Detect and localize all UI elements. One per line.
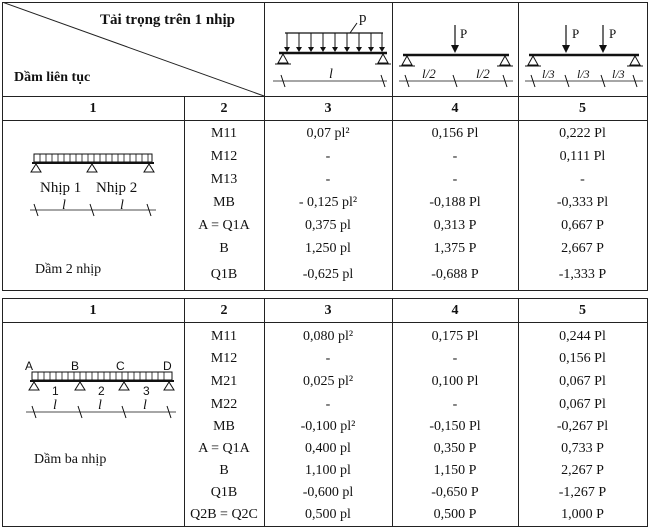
col-number: 5 (579, 101, 586, 116)
support-label-B: B (71, 359, 80, 373)
value-cell: 0,100 Pl (431, 374, 479, 389)
col-number: 1 (89, 303, 97, 318)
row-name: M11 (211, 126, 237, 141)
value-cell: 1,150 P (433, 463, 477, 478)
row-name: MB (213, 419, 235, 434)
col-number: 5 (579, 303, 586, 318)
value-cell: -0,650 P (431, 485, 479, 500)
col-number: 3 (324, 303, 332, 318)
value-cell: 0,222 Pl (559, 126, 606, 141)
col-number: 3 (324, 101, 332, 116)
half-span-label-1: l/2 (422, 66, 436, 81)
value-cell: 2,267 P (561, 463, 604, 478)
value-cell: 0,025 pl² (302, 374, 354, 389)
value-cell: -0,600 pl (302, 485, 354, 500)
rule (2, 298, 647, 299)
value-cell: -0,688 P (431, 267, 479, 282)
value-cell: - (452, 149, 458, 164)
span-label-1: Nhịp 1 (40, 180, 82, 196)
load-p-label: p (359, 10, 367, 26)
value-cell: 0,156 Pl (559, 351, 606, 366)
value-cell: 0,080 pl² (302, 329, 354, 344)
span-number-3: 3 (143, 384, 150, 398)
rule (647, 2, 648, 291)
value-cell: 1,250 pl (305, 241, 351, 256)
value-cell: 0,067 Pl (559, 397, 606, 412)
span-number-1: 1 (52, 384, 59, 398)
point-load-P-label: P (460, 26, 468, 41)
row-name: A = Q1A (198, 441, 250, 456)
span-label-2: Nhịp 2 (96, 180, 138, 196)
value-cell: -0,100 pl² (300, 419, 356, 434)
value-cell: 2,667 P (561, 241, 604, 256)
rule (2, 290, 647, 291)
value-cell: 0,067 Pl (559, 374, 606, 389)
row-name: M21 (210, 374, 238, 389)
value-cell: - (325, 351, 331, 366)
load-title: Tải trọng trên 1 nhịp (100, 12, 236, 28)
value-cell: -0,333 Pl (556, 195, 609, 210)
value-cell: -1,267 P (558, 485, 607, 500)
rule (2, 298, 3, 527)
rule (2, 120, 647, 121)
span-number-2: 2 (98, 384, 105, 398)
support-label-A: A (25, 359, 34, 373)
span-length-1: l (62, 198, 66, 213)
value-cell: 0,07 pl² (306, 126, 350, 141)
value-cell: -0,150 Pl (429, 419, 481, 434)
value-cell: -0,188 Pl (429, 195, 481, 210)
value-cell: 0,350 P (433, 441, 477, 456)
value-cell: 0,733 P (561, 441, 604, 456)
value-cell: 0,500 pl (305, 507, 351, 522)
rule (2, 322, 647, 323)
row-name: M13 (210, 172, 238, 187)
value-cell: 1,000 P (561, 507, 604, 522)
span-l-label: l (329, 67, 333, 82)
value-cell: - (452, 172, 458, 187)
value-cell: - (452, 397, 458, 412)
value-cell: 0,175 Pl (431, 329, 479, 344)
row-name: MB (213, 195, 235, 210)
span-length-3: l (143, 398, 147, 413)
value-cell: -0,625 pl (302, 267, 354, 282)
span-length-2: l (98, 398, 102, 413)
row-name: M12 (210, 351, 238, 366)
value-cell: 0,244 Pl (559, 329, 606, 344)
beam-label-three-span: Dầm ba nhịp (34, 452, 107, 467)
two-point-load-diagram (519, 3, 647, 96)
row-name: B (219, 241, 229, 256)
span-length-1: l (53, 398, 57, 413)
value-cell: 0,400 pl (305, 441, 351, 456)
value-cell: 1,375 P (433, 241, 477, 256)
row-name: M11 (211, 329, 237, 344)
support-label-C: C (116, 359, 125, 373)
row-name: Q2B = Q2C (190, 507, 258, 522)
row-name: Q1B (210, 267, 238, 282)
value-cell: 0,667 P (561, 218, 604, 233)
point-load-diagram (393, 3, 518, 96)
col-number: 1 (89, 101, 97, 116)
span-length-2: l (120, 198, 124, 213)
value-cell: - (580, 172, 585, 187)
third-span-label-2: l/3 (577, 67, 590, 81)
value-cell: 0,111 Pl (559, 149, 606, 164)
value-cell: -0,267 Pl (556, 419, 609, 434)
value-cell: 0,313 P (433, 218, 477, 233)
col-number: 4 (451, 303, 459, 318)
value-cell: 0,375 pl (305, 218, 351, 233)
value-cell: - 0,125 pl² (298, 195, 358, 210)
row-name: A = Q1A (198, 218, 250, 233)
col-number: 4 (451, 101, 459, 116)
beam-title: Dầm liên tục (14, 70, 91, 85)
support-label-D: D (163, 359, 172, 373)
row-name: M22 (210, 397, 238, 412)
value-cell: - (325, 172, 331, 187)
point-load-P-label-1: P (572, 26, 580, 41)
row-name: M12 (210, 149, 238, 164)
value-cell: - (325, 397, 331, 412)
beam-label-two-span: Dầm 2 nhịp (35, 262, 102, 277)
value-cell: 0,156 Pl (431, 126, 479, 141)
third-span-label-1: l/3 (542, 67, 555, 81)
half-span-label-2: l/2 (476, 66, 490, 81)
row-name: B (219, 463, 229, 478)
rule (2, 526, 647, 527)
value-cell: 0,500 P (433, 507, 477, 522)
row-name: Q1B (210, 485, 238, 500)
point-load-P-label-2: P (609, 26, 617, 41)
third-span-label-3: l/3 (612, 67, 625, 81)
col-number: 2 (220, 303, 228, 318)
rule (647, 298, 648, 527)
col-number: 2 (220, 101, 228, 116)
value-cell: - (452, 351, 458, 366)
value-cell: - (325, 149, 331, 164)
value-cell: 1,100 pl (305, 463, 351, 478)
value-cell: -1,333 P (558, 267, 607, 282)
